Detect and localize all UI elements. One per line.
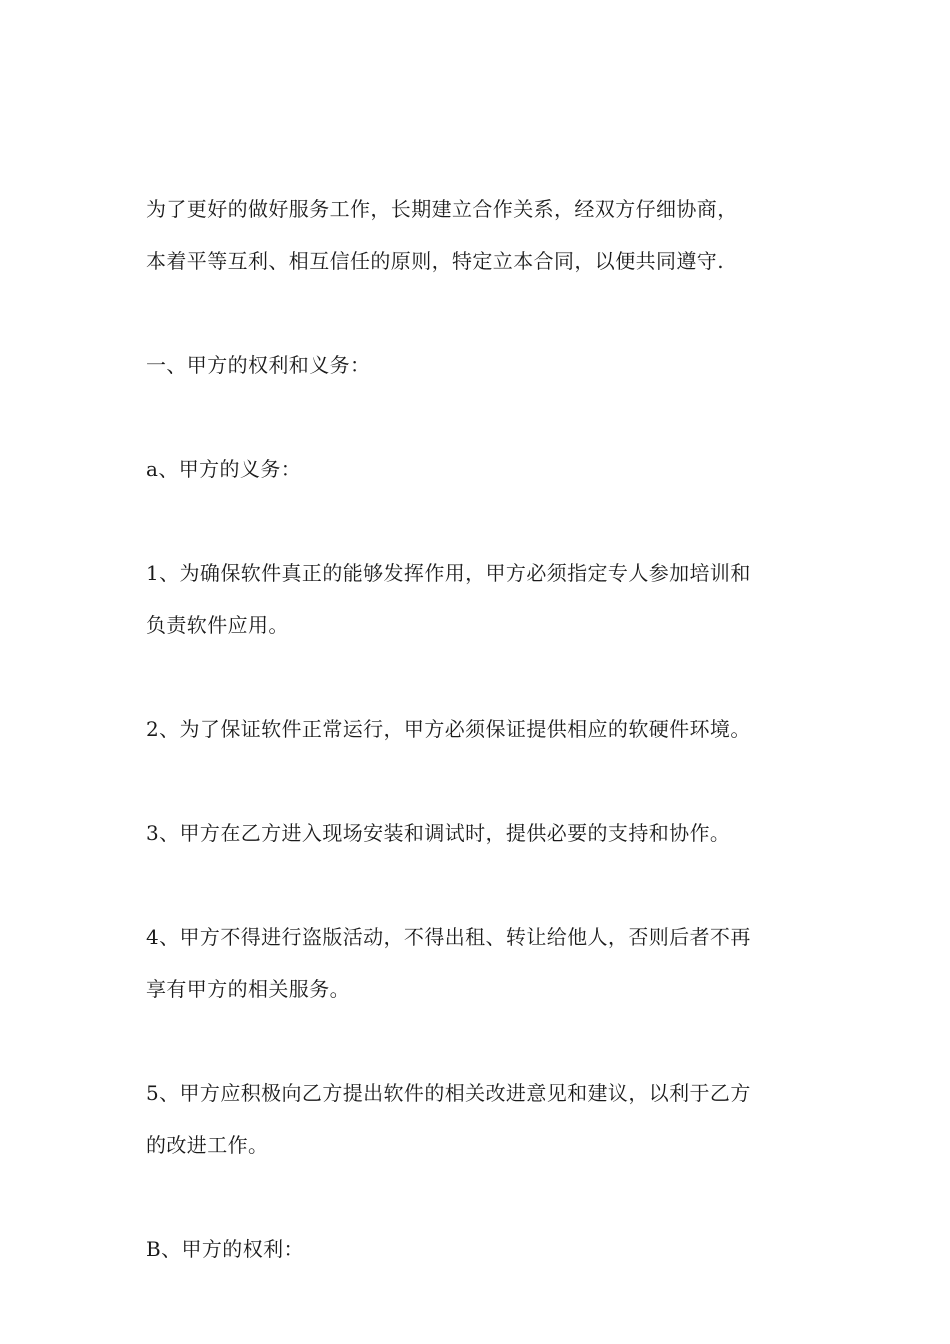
paragraph-line: 4、甲方不得进行盗版活动，不得出租、转让给他人，否则后者不再: [146, 925, 751, 949]
list-item-1: [146, 547, 816, 651]
paragraph-intro: [146, 183, 816, 287]
subsection-a-heading: [146, 443, 816, 495]
paragraph-line: 5、甲方应积极向乙方提出软件的相关改进意见和建议，以利于乙方: [146, 1081, 751, 1105]
subsection-b-heading: [146, 1223, 816, 1275]
list-item-2: [146, 703, 816, 755]
heading-line: B、甲方的权利：: [146, 1237, 304, 1261]
paragraph-line: 1、为确保软件真正的能够发挥作用，甲方必须指定专人参加培训和: [146, 561, 751, 585]
paragraph-line: 为了更好的做好服务工作，长期建立合作关系，经双方仔细协商，: [146, 197, 738, 221]
paragraph-gap: [146, 287, 816, 339]
paragraph-gap: [146, 391, 816, 443]
list-item-3: [146, 807, 816, 859]
list-item-5: [146, 1067, 816, 1171]
document-body: [146, 183, 816, 1275]
paragraph-line: 负责软件应用。: [146, 613, 289, 637]
paragraph-line: 2、为了保证软件正常运行，甲方必须保证提供相应的软硬件环境。: [146, 717, 751, 741]
section-1-heading: [146, 339, 816, 391]
paragraph-gap: [146, 651, 816, 703]
paragraph-line: 3、甲方在乙方进入现场安装和调试时，提供必要的支持和协作。: [146, 821, 731, 845]
paragraph-gap: [146, 859, 816, 911]
list-item-4: [146, 911, 816, 1015]
paragraph-gap: [146, 495, 816, 547]
paragraph-gap: [146, 1015, 816, 1067]
paragraph-line: 的改进工作。: [146, 1133, 269, 1157]
heading-line: a、甲方的义务：: [146, 457, 302, 481]
paragraph-line: 享有甲方的相关服务。: [146, 977, 350, 1001]
paragraph-gap: [146, 755, 816, 807]
paragraph-gap: [146, 1171, 816, 1223]
heading-line: 一、甲方的权利和义务：: [146, 353, 371, 377]
paragraph-line: 本着平等互利、相互信任的原则，特定立本合同，以便共同遵守.: [146, 249, 724, 273]
